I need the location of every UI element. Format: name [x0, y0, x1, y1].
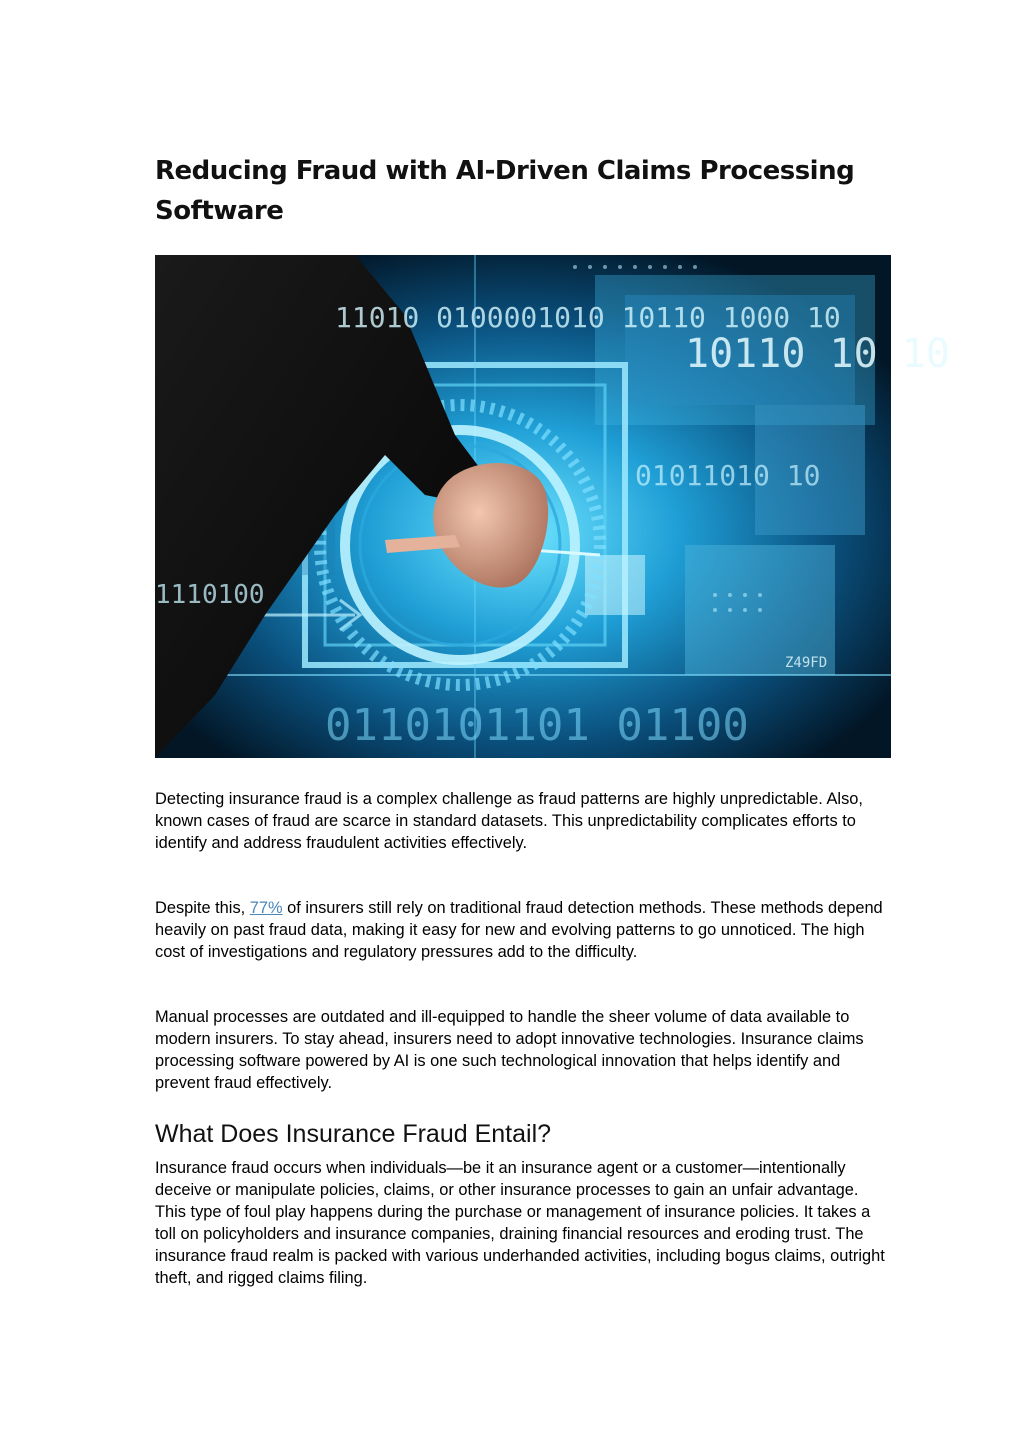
manual-processes-paragraph: Manual processes are outdated and ill-equipped to handle the sheer volume of data available to modern insurers. To stay ahead, insurers need to adopt innovative technologies. Insurance claims processing software powered by AI is one such technological innovation that helps identify and prevent fraud effectively.: [155, 1008, 864, 1092]
hero-image: [155, 255, 950, 758]
statistic-paragraph: [155, 898, 891, 964]
insurance-fraud-paragraph: Insurance fraud occurs when individuals—be it an insurance agent or a customer—intentionally deceive or manipulate policies, claims, or other insurance processes to gain an unfair advantage. This type of foul play happens during the purchase or management of insurance policies. It takes a toll on policyholders and insurance companies, draining financial resources and eroding trust. The insurance fraud realm is packed with various underhanded activities, including bogus claims, outright theft, and rigged claims filing.: [155, 1159, 885, 1287]
statistic-paragraph-suffix: of insurers still rely on traditional fraud detection methods. These methods depend heavily on past fraud data, making it easy for new and evolving patterns to go unnoticed. The high cost of investigations and regulatory pressures add to the difficulty.: [155, 899, 883, 961]
hero-binary-row-2: 10110 10 10: [685, 331, 950, 377]
hero-binary-row-4: 1110100: [155, 580, 265, 610]
statistic-link[interactable]: 77%: [249, 899, 283, 917]
statistic-paragraph-prefix: Despite this,: [155, 899, 250, 917]
section-heading: What Does Insurance Fraud Entail?: [155, 1120, 552, 1148]
document-title: Reducing Fraud with AI-Driven Claims Processing Software: [155, 156, 855, 226]
intro-paragraph: Detecting insurance fraud is a complex challenge as fraud patterns are highly unpredictable. Also, known cases of fraud are scarce in standard datasets. This unpredictability complicates efforts to identify and address fraudulent activities effectively.: [155, 790, 863, 852]
hero-binary-row-1: 11010 0100001010 10110 1000 10: [335, 301, 841, 334]
hero-code-text: Z49FD: [785, 655, 828, 671]
hero-binary-row-3: 01011010 10: [635, 459, 821, 492]
hero-binary-row-5: 0110101101 01100: [325, 700, 749, 751]
